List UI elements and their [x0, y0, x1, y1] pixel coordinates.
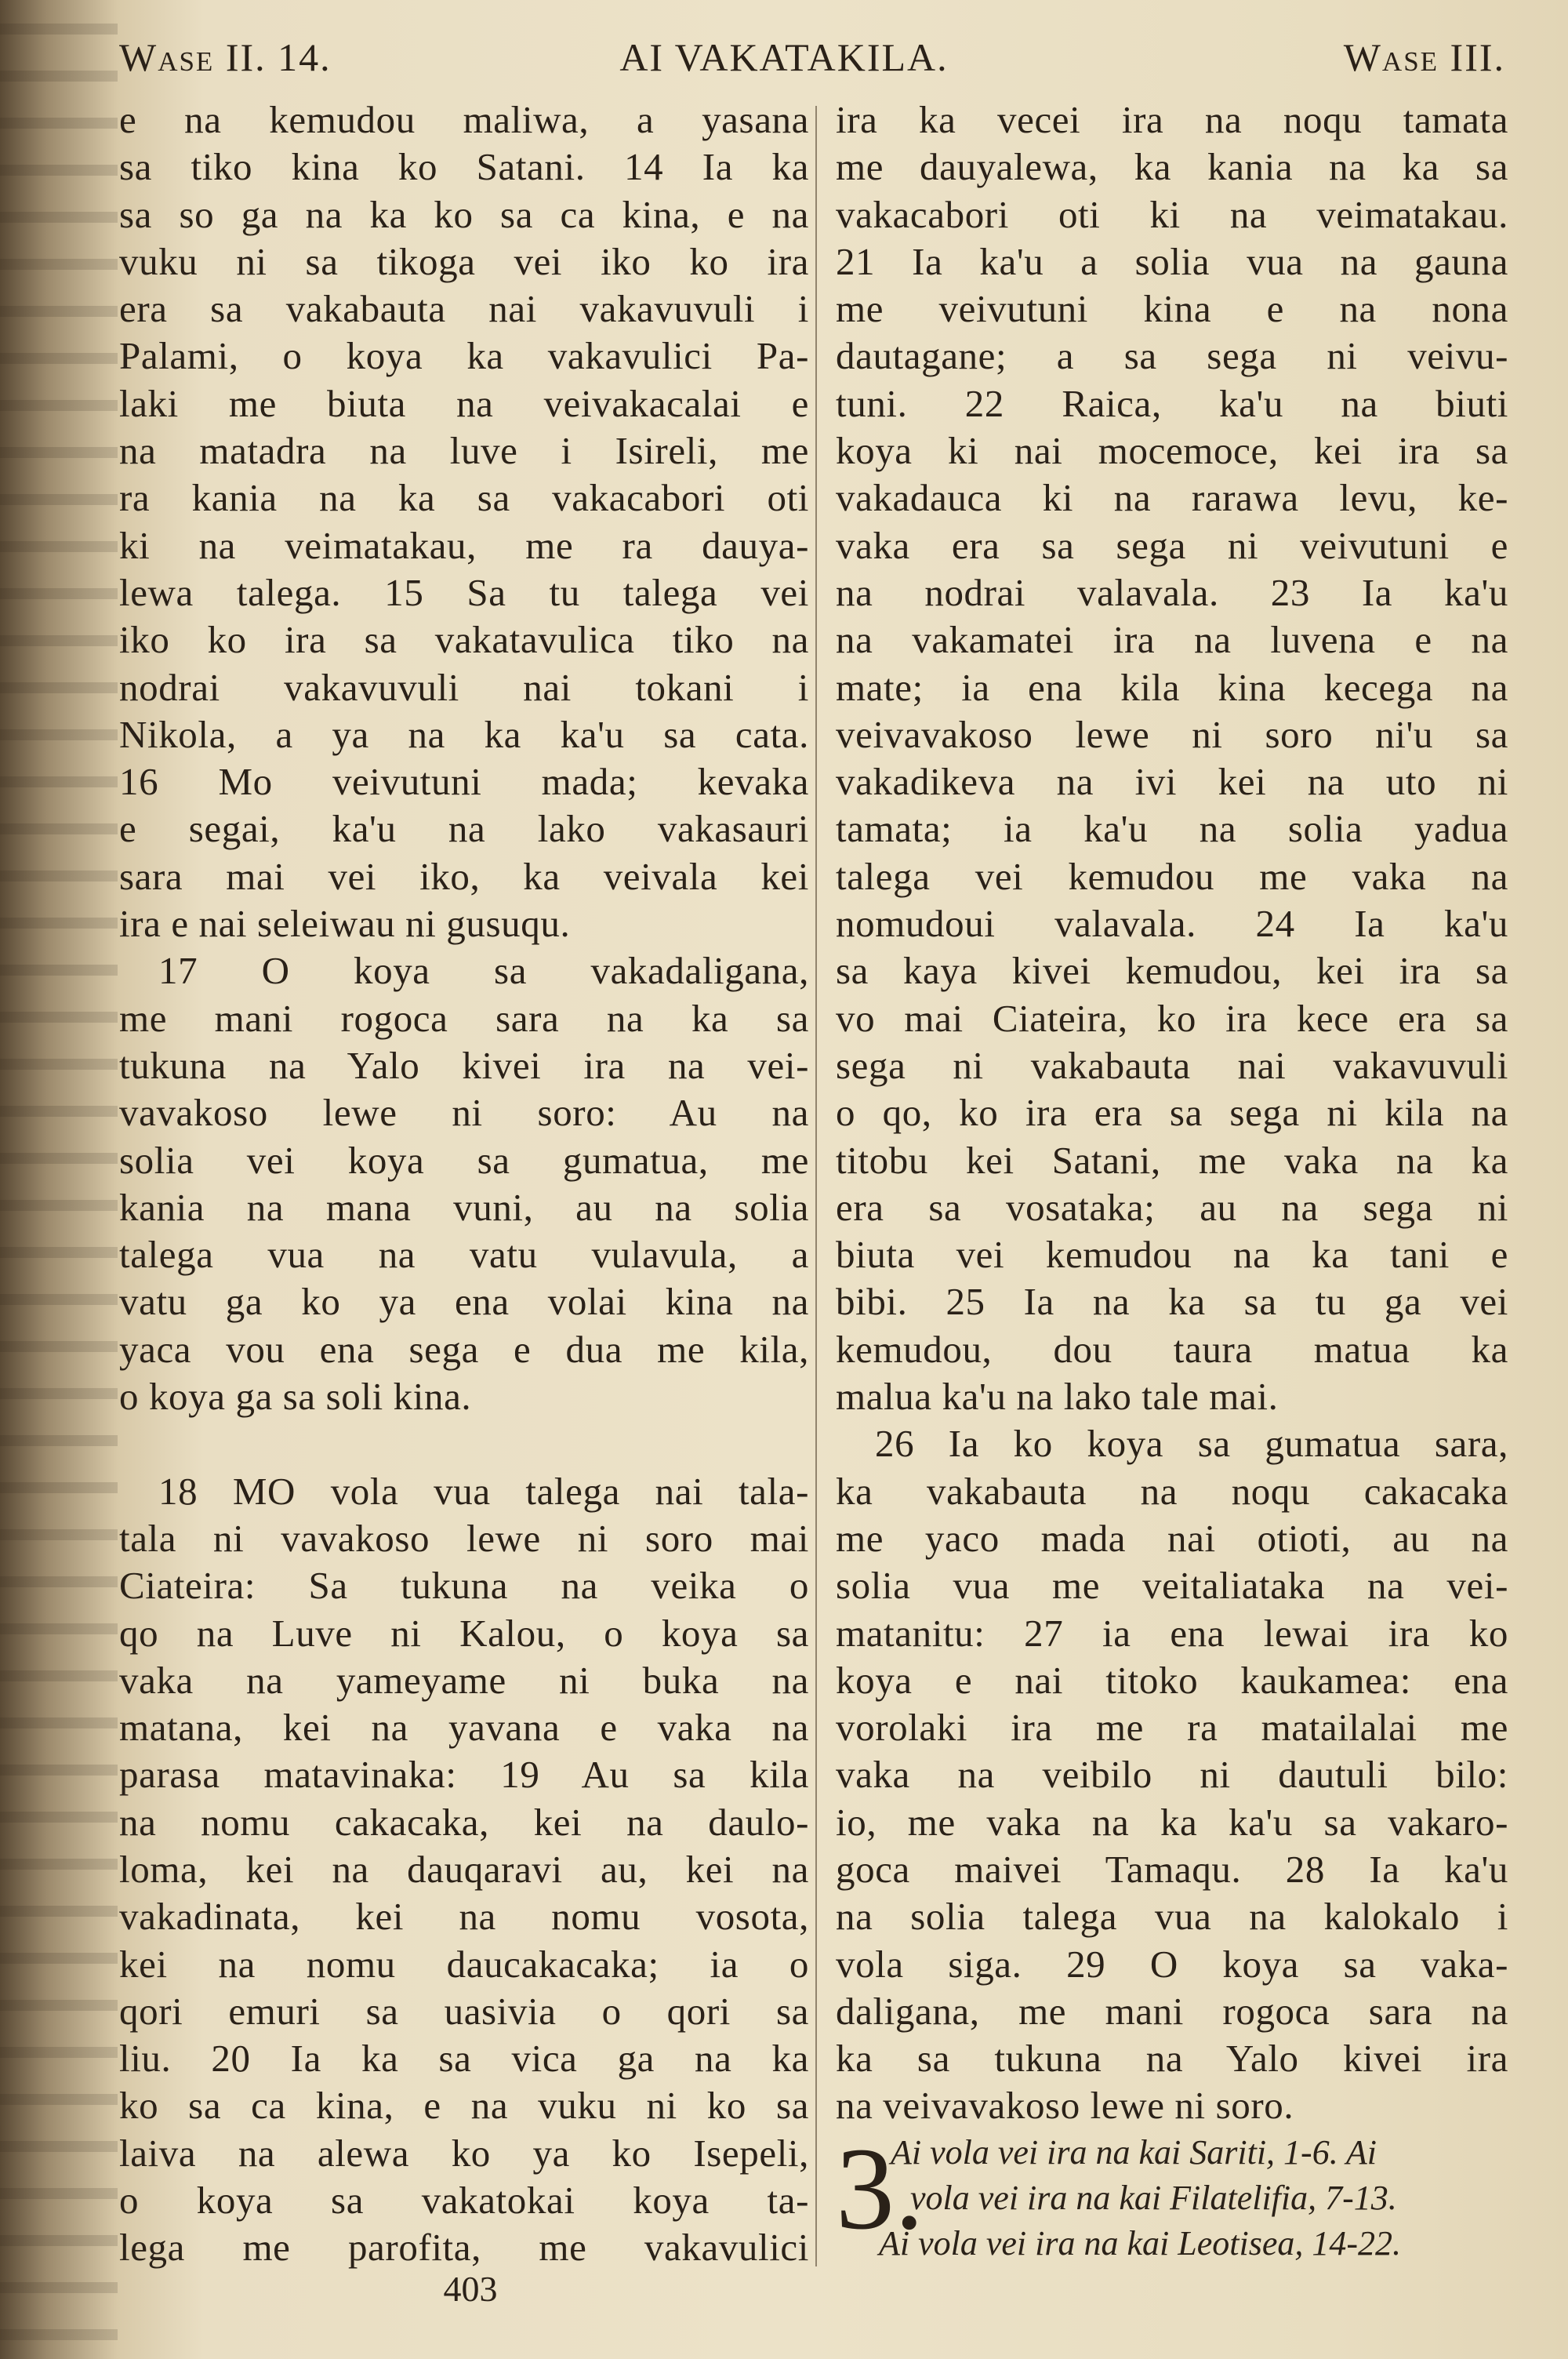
- text-line: 21 Ia ka'u a solia vua na gauna: [836, 239, 1508, 283]
- text-line: qo na Luve ni Kalou, o koya sa: [119, 1611, 809, 1655]
- text-line: vatu ga ko ya ena volai kina na: [119, 1280, 809, 1324]
- text-line: qori emuri sa uasivia o qori sa: [119, 1989, 809, 2033]
- summary-line: Ai vola vei ira na kai Leotisea, 14-22.: [879, 2224, 1401, 2263]
- text-line: na matadra na luve i Isireli, me: [119, 429, 809, 473]
- chapter-number: 3.: [836, 2124, 924, 2254]
- text-line: Ciateira: Sa tukuna na veika o: [119, 1564, 809, 1608]
- text-line: sara mai vei iko, ka veivala kei: [119, 854, 809, 898]
- text-line: vakadauca ki na rarawa levu, ke-: [836, 476, 1508, 520]
- text-line: koya ki nai mocemoce, kei ira sa: [836, 429, 1508, 473]
- text-line: vaka era sa sega ni veivutuni e: [836, 523, 1508, 567]
- text-line: dautagane; a sa sega ni veivu-: [836, 334, 1508, 378]
- text-line: na vakamatei ira na luvena e na: [836, 618, 1508, 662]
- text-line: loma, kei na dauqaravi au, kei na: [119, 1847, 809, 1891]
- left-column: [119, 96, 809, 2272]
- text-line: e na kemudou maliwa, a yasana: [119, 98, 809, 141]
- paragraph: [119, 96, 809, 947]
- text-line: ra kania na ka sa vakacabori oti: [119, 476, 809, 520]
- text-line: solia vua me veitaliataka na vei-: [836, 1564, 1508, 1608]
- text-line: malua ka'u na lako tale mai.: [836, 1375, 1279, 1419]
- text-line: ka vakabauta na noqu cakacaka: [836, 1469, 1508, 1513]
- text-line: talega vua na vatu vulavula, a: [119, 1233, 809, 1277]
- text-line: tuni. 22 Raica, ka'u na biuti: [836, 381, 1508, 425]
- paragraph: [119, 1468, 809, 2272]
- text-line: yaca vou ena sega e dua me kila,: [119, 1327, 809, 1371]
- text-line: Nikola, a ya na ka ka'u sa cata.: [119, 712, 809, 756]
- text-line: liu. 20 Ia ka sa vica ga na ka: [119, 2037, 809, 2081]
- running-head-right: Wase III.: [1343, 35, 1505, 79]
- paragraph: [119, 947, 809, 1420]
- facing-page-bleed: [0, 0, 118, 2359]
- text-line: vakadikeva na ivi kei na uto ni: [836, 760, 1508, 804]
- column-divider: [815, 106, 817, 2266]
- text-line: kemudou, dou taura matua ka: [836, 1327, 1508, 1371]
- text-line: vakacabori oti ki na veimatakau.: [836, 192, 1508, 236]
- text-line: daligana, me mani rogoca sara na: [836, 1989, 1508, 2033]
- text-line: ka sa tukuna na Yalo kivei ira: [836, 2037, 1508, 2081]
- text-line: tala ni vavakoso lewe ni soro mai: [119, 1516, 809, 1560]
- text-line: tamata; ia ka'u na solia yadua: [836, 807, 1508, 851]
- text-line: matana, kei na yavana e vaka na: [119, 1706, 809, 1750]
- text-line: ko sa ca kina, e na vuku ni ko sa: [119, 2084, 809, 2128]
- text-line: e segai, ka'u na lako vakasauri: [119, 807, 809, 851]
- text-line: o koya sa vakatokai koya ta-: [119, 2179, 809, 2223]
- text-line: tukuna na Yalo kivei ira na vei-: [119, 1043, 809, 1087]
- text-line: na nodrai valavala. 23 Ia ka'u: [836, 570, 1508, 614]
- text-line: na nomu cakacaka, kei na daulo-: [119, 1800, 809, 1844]
- text-line: sa so ga na ka ko sa ca kina, e na: [119, 192, 809, 236]
- text-line: sa tiko kina ko Satani. 14 Ia ka: [119, 145, 809, 189]
- text-line: vaka na yameyame ni buka na: [119, 1658, 809, 1702]
- text-line: me mani rogoca sara na ka sa: [119, 996, 809, 1040]
- text-line: talega vei kemudou me vaka na: [836, 854, 1508, 898]
- text-line: 17 O koya sa vakadaligana,: [158, 949, 809, 993]
- text-line: mate; ia ena kila kina kecega na: [836, 665, 1508, 709]
- text-line: vorolaki ira me ra matailalai me: [836, 1706, 1508, 1750]
- text-line: na veivavakoso lewe ni soro.: [836, 2084, 1294, 2128]
- text-line: laki me biuta na veivakacalai e: [119, 381, 809, 425]
- paragraph: [836, 96, 1508, 1420]
- text-line: na solia talega vua na kalokalo i: [836, 1895, 1508, 1939]
- text-line: nodrai vakavuvuli nai tokani i: [119, 665, 809, 709]
- right-column: [836, 96, 1508, 2130]
- paragraph: [836, 1420, 1508, 2129]
- text-line: goca maivei Tamaqu. 28 Ia ka'u: [836, 1847, 1508, 1891]
- text-line: ira ka vecei ira na noqu tamata: [836, 98, 1508, 141]
- text-line: me yaco mada nai otioti, au na: [836, 1516, 1508, 1560]
- text-line: vaka na veibilo ni dautuli bilo:: [836, 1753, 1508, 1797]
- text-line: sega ni vakabauta nai vakavuvuli: [836, 1043, 1508, 1087]
- text-line: sa kaya kivei kemudou, kei ira sa: [836, 949, 1508, 993]
- text-line: titobu kei Satani, me vaka na ka: [836, 1138, 1508, 1182]
- text-line: vola siga. 29 O koya sa vaka-: [836, 1942, 1508, 1986]
- text-line: era sa vakabauta nai vakavuvuli i: [119, 287, 809, 331]
- text-line: o qo, ko ira era sa sega ni kila na: [836, 1091, 1508, 1135]
- text-line: ki na veimatakau, me ra dauya-: [119, 523, 809, 567]
- text-line: kania na mana vuni, au na solia: [119, 1185, 809, 1229]
- text-line: 18 MO vola vua talega nai tala-: [158, 1469, 809, 1513]
- text-line: solia vei koya sa gumatua, me: [119, 1138, 809, 1182]
- text-line: matanitu: 27 ia ena lewai ira ko: [836, 1611, 1508, 1655]
- text-line: me dauyalewa, ka kania na ka sa: [836, 145, 1508, 189]
- text-line: 26 Ia ko koya sa gumatua sara,: [875, 1422, 1508, 1466]
- text-line: vakadinata, kei na nomu vosota,: [119, 1895, 809, 1939]
- summary-line: Ai vola vei ira na kai Sariti, 1-6. Ai: [891, 2133, 1377, 2172]
- text-line: lewa talega. 15 Sa tu talega vei: [119, 570, 809, 614]
- running-head-title: AI VAKATAKILA.: [619, 35, 949, 79]
- text-line: vavakoso lewe ni soro: Au na: [119, 1091, 809, 1135]
- text-line: ira e nai seleiwau ni gusuqu.: [119, 902, 571, 946]
- text-line: kei na nomu daucakacaka; ia o: [119, 1942, 809, 1986]
- text-line: koya e nai titoko kaukamea: ena: [836, 1658, 1508, 1702]
- text-line: bibi. 25 Ia na ka sa tu ga vei: [836, 1280, 1508, 1324]
- text-line: Palami, o koya ka vakavulici Pa-: [119, 334, 809, 378]
- text-line: lega me parofita, me vakavulici: [119, 2226, 809, 2270]
- text-line: o koya ga sa soli kina.: [119, 1375, 472, 1419]
- text-line: veivavakoso lewe ni soro ni'u sa: [836, 712, 1508, 756]
- summary-line: vola vei ira na kai Filatelifia, 7-13.: [910, 2179, 1397, 2217]
- text-line: vo mai Ciateira, ko ira kece era sa: [836, 996, 1508, 1040]
- text-line: iko ko ira sa vakatavulica tiko na: [119, 618, 809, 662]
- running-head-left: Wase II. 14.: [119, 35, 332, 79]
- page-number: 403: [443, 2269, 498, 2309]
- text-line: me veivutuni kina e na nona: [836, 287, 1508, 331]
- text-line: 16 Mo veivutuni mada; kevaka: [119, 760, 809, 804]
- text-line: io, me vaka na ka ka'u sa vakaro-: [836, 1800, 1508, 1844]
- text-line: parasa matavinaka: 19 Au sa kila: [119, 1753, 809, 1797]
- text-line: biuta vei kemudou na ka tani e: [836, 1233, 1508, 1277]
- text-line: era sa vosataka; au na sega ni: [836, 1185, 1508, 1229]
- text-line: vuku ni sa tikoga vei iko ko ira: [119, 239, 809, 283]
- text-line: laiva na alewa ko ya ko Isepeli,: [119, 2131, 809, 2175]
- text-line: nomudoui valavala. 24 Ia ka'u: [836, 902, 1508, 946]
